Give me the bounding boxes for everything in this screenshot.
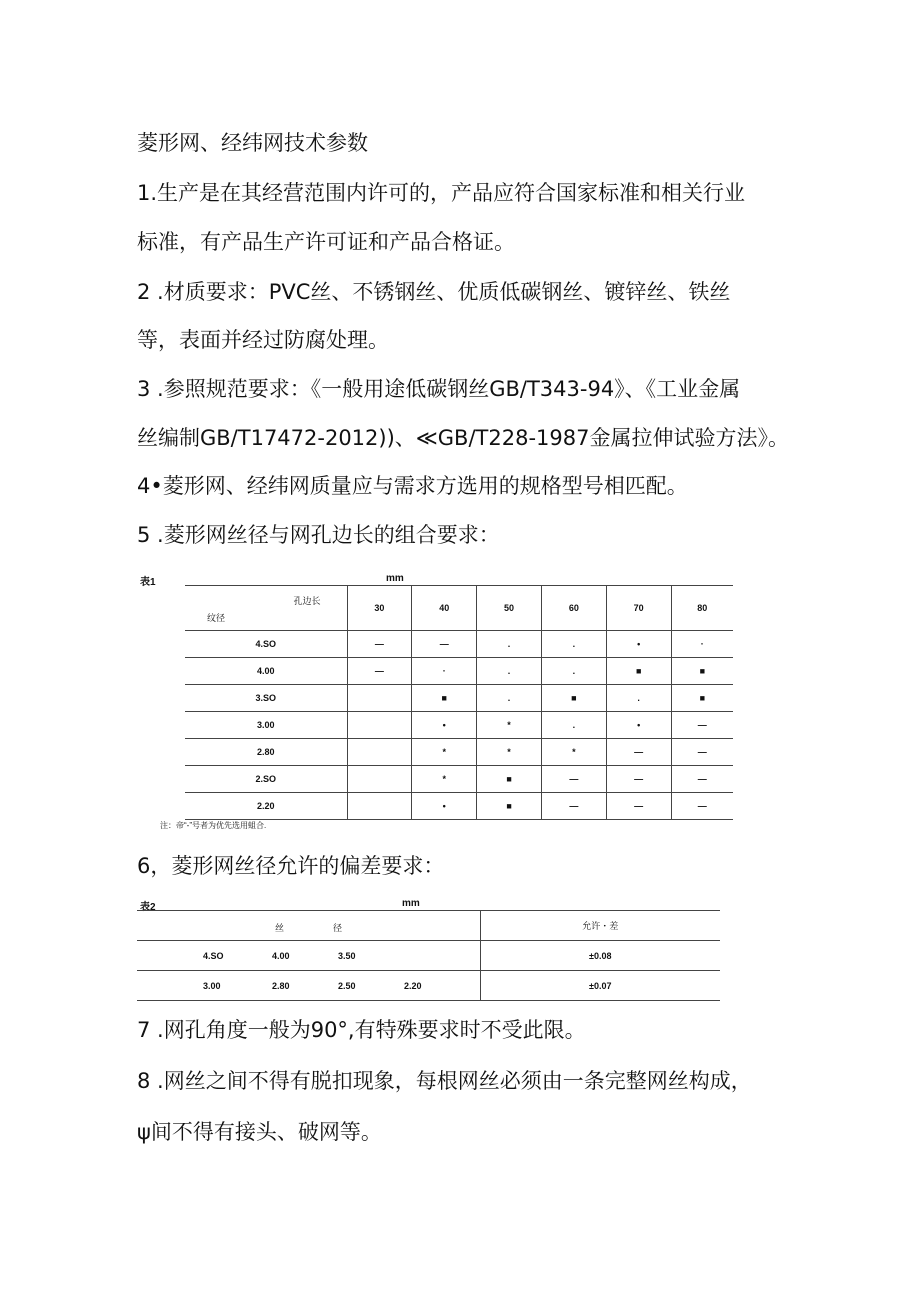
table-cell: —: [671, 793, 733, 820]
table-corner-header: [185, 586, 347, 631]
table-cell: .: [541, 712, 606, 739]
column-header: 50: [477, 586, 542, 631]
table-cell: •: [606, 712, 671, 739]
wire-header-char: 丝: [275, 923, 285, 933]
paragraph-line: 7 .网孔角度一般为90°,有特殊要求时不受此限。: [137, 1018, 586, 1042]
paragraph-line: 标准，有产品生产许可证和产品合格证。: [137, 230, 515, 254]
table-cell: .: [477, 631, 542, 658]
column-header: 30: [347, 586, 412, 631]
table-cell: [347, 766, 412, 793]
table1-note: 注：帝“-”号者为优先选用蛆合.: [160, 821, 267, 830]
table2-caption: 表2: [140, 902, 156, 913]
wire-value: 3.00: [203, 981, 221, 991]
table-cell: —: [541, 766, 606, 793]
table-cell: *: [477, 739, 542, 766]
wire-diameter-cell: 4.00: [185, 658, 347, 685]
table-row: [185, 739, 733, 766]
doc-title: 菱形网、经纬网技术参数: [137, 131, 368, 155]
wire-value: 4.SO: [203, 951, 224, 961]
paragraph-line: 2 .材质要求：PVC丝、不锈钢丝、优质低碳钢丝、镀锌丝、铁丝: [137, 280, 731, 304]
paragraph-line: 1.生产是在其经营范围内许可的，产品应符合国家标准和相关行业: [137, 181, 746, 205]
table-cell: •: [606, 631, 671, 658]
table-cell: .: [606, 685, 671, 712]
tolerance-header: 允许・差: [480, 911, 720, 941]
wire-diameter-cell: 2.20: [185, 793, 347, 820]
table-cell: *: [412, 766, 477, 793]
tolerance-cell: ±0.07: [480, 971, 720, 1001]
paragraph-line: 丝编制GB/T17472-2012))、≪GB/T228-1987金属拉伸试验方法》。: [137, 426, 789, 450]
table-cell: [347, 793, 412, 820]
wire-hole-table: [185, 585, 733, 820]
table-row: [185, 631, 733, 658]
table-header-row: [137, 911, 720, 941]
paragraph-line: 3 .参照规范要求：《一般用途低碳钢丝GB/T343-94》、《工业金属: [137, 377, 741, 401]
tolerance-cell: ±0.08: [480, 941, 720, 971]
table-cell: .: [541, 658, 606, 685]
table-cell: ■: [541, 685, 606, 712]
table-cell: [347, 685, 412, 712]
table-cell: ■: [477, 793, 542, 820]
wire-value: 2.50: [338, 981, 356, 991]
table-cell: .: [477, 658, 542, 685]
paragraph-line: 4•菱形网、经纬网质量应与需求方选用的规格型号相匹配。: [137, 474, 688, 498]
hole-edge-label: 孔边长: [293, 596, 321, 606]
table-cell: •: [412, 793, 477, 820]
table1-caption: 表1: [140, 577, 156, 588]
table-cell: *: [412, 739, 477, 766]
wire-diameter-label: 纹径: [207, 613, 226, 623]
table-row: [185, 793, 733, 820]
wire-header-char: 径: [333, 923, 343, 933]
wire-diameter-cell: 3.SO: [185, 685, 347, 712]
paragraph-line: 6，菱形网丝径允许的偏差要求：: [137, 854, 445, 878]
table-cell: *: [541, 739, 606, 766]
table-cell: —: [347, 631, 412, 658]
paragraph-line: 8 .网丝之间不得有脱扣现象，每根网丝必须由一条完整网丝构成，: [137, 1069, 752, 1093]
table-row: [185, 712, 733, 739]
table-cell: —: [606, 793, 671, 820]
table2-unit: mm: [402, 898, 420, 909]
table-cell: —: [606, 739, 671, 766]
table-cell: —: [347, 658, 412, 685]
wire-diameters-cell: [137, 941, 480, 971]
table-cell: —: [671, 766, 733, 793]
table-cell: —: [671, 712, 733, 739]
table-cell: .: [541, 631, 606, 658]
wire-diameter-cell: 4.SO: [185, 631, 347, 658]
table-cell: ■: [606, 658, 671, 685]
wire-value: 2.20: [404, 981, 422, 991]
paragraph-line: 等，表面并经过防腐处理。: [137, 328, 389, 352]
column-header: 80: [671, 586, 733, 631]
table-cell: *: [477, 712, 542, 739]
table-cell: ■: [477, 766, 542, 793]
table-cell: ·: [671, 631, 733, 658]
table-cell: —: [541, 793, 606, 820]
wire-value: 3.50: [338, 951, 356, 961]
table-row: [185, 766, 733, 793]
wire-value: 4.00: [272, 951, 290, 961]
table-cell: ·: [412, 658, 477, 685]
table-cell: —: [412, 631, 477, 658]
table-cell: —: [671, 739, 733, 766]
table-cell: ■: [671, 685, 733, 712]
wire-diameter-header: [137, 911, 480, 941]
column-header: 40: [412, 586, 477, 631]
wire-diameter-cell: 2.80: [185, 739, 347, 766]
wire-diameter-cell: 2.SO: [185, 766, 347, 793]
table-cell: ■: [671, 658, 733, 685]
paragraph-line: ψ间不得有接头、破网等。: [137, 1120, 382, 1144]
table-row: [137, 971, 720, 1001]
tolerance-table: [137, 910, 720, 1001]
table-row: [185, 685, 733, 712]
table1-unit: mm: [386, 573, 404, 584]
wire-value: 2.80: [272, 981, 290, 991]
paragraph-line: 5 .菱形网丝径与网孔边长的组合要求：: [137, 523, 500, 547]
wire-diameter-cell: 3.00: [185, 712, 347, 739]
table-row: [137, 941, 720, 971]
table-cell: •: [412, 712, 477, 739]
table-cell: .: [477, 685, 542, 712]
table-cell: [347, 739, 412, 766]
wire-diameters-cell: [137, 971, 480, 1001]
column-header: 70: [606, 586, 671, 631]
table-cell: ■: [412, 685, 477, 712]
table-cell: [347, 712, 412, 739]
table-row: [185, 658, 733, 685]
table-header-row: [185, 586, 733, 631]
column-header: 60: [541, 586, 606, 631]
table-cell: —: [606, 766, 671, 793]
